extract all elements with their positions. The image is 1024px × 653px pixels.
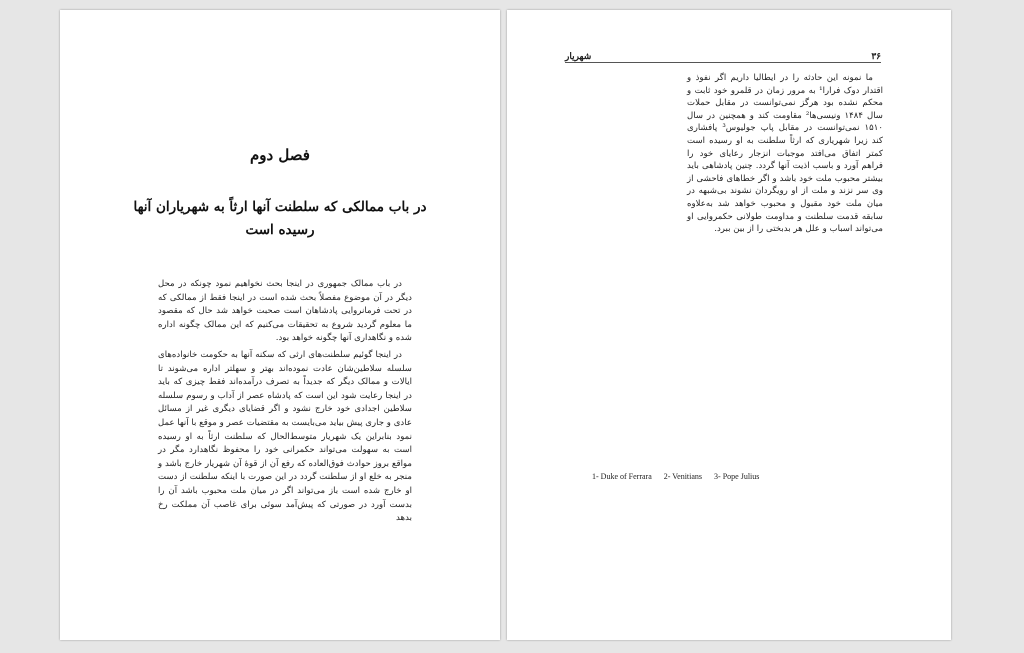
header-title: شهریار xyxy=(565,52,592,62)
footnotes xyxy=(592,472,769,481)
right-page xyxy=(507,10,951,640)
paragraph: در باب ممالک جمهوری در اینجا بحث نخواهیم نمود چونکه در محل دیگر در آن موضوع مفصلاً بحث شده است در اینجا فقط از ممالکی که در تحت فرمانروایی پادشاهان است صحبت خواهد شد حال که مقصود ما معلوم گردید شروع به تحقیقات می‌کنیم که این ممالک چگونه اداره شده و نگاهداری آنها چگونه خواهد بود. xyxy=(158,279,412,344)
page-number: ۳۶ xyxy=(871,52,881,62)
paragraph: ما نمونه این حادثه را در ایطالیا داریم اگر نفوذ و اقتدار دوک فرارا¹ به مرور زمان در قلمرو خود ثابت و محکم نشده بود هرگز نمی‌توانست در مقابل حملات سال ۱۴۸۴ ونیسی‌ها² مقاومت کند و همچنین در سال ۱۵۱۰ نمی‌توانست در مقابل پاپ جولیوس³ پافشاری کند زیرا شهریاری که ارثاً سلطنت به او رسیده است کمتر اتفاق می‌افتد موجبات انزجار رعایای خود را فراهم آورد و باسب اذیت آنها گردد. چنین پادشاهی باید بیشتر محبوب ملت خود باشد و اگر خطاهای فاحشی از وی سر نزند و ملت از او رویگردان نشوند بی‌شبهه در میان ملت خود مقبول و محبوب خواهد شد به‌علاوه سابقه قدمت سلطنت و مداومت طولانی حکمروایی او می‌تواند اسباب و علل هر بدبختی را از بین ببرد. xyxy=(687,73,884,235)
footnote: 3- Pope Julius xyxy=(714,472,760,481)
right-body-text xyxy=(687,72,883,236)
section-title: در باب ممالکی که سلطنت آنها ارثاً به شهریاران آنها رسیده است xyxy=(133,199,427,238)
chapter-title: فصل دوم xyxy=(250,146,310,164)
footnote: 2- Venitians xyxy=(663,472,703,481)
left-body-text xyxy=(158,278,412,526)
running-header xyxy=(565,48,881,63)
left-page xyxy=(60,10,500,640)
paragraph: در اینجا گوئیم سلطنت‌های ارثی که سکنه آنها به حکومت خانواده‌های سلسله سلاطین‌شان عادت نموده‌اند بهتر و سهلتر اداره می‌شوند تا ایالات و ممالک دیگر که جدیداً به تصرف درآمده‌اند فقط چیزی که باید در اینجا رعایت شود این است که پادشاه عصر از آداب و رسوم سلسله سلاطین اجدادی خود خارج نشود و اگر قضایای دیگری غیر از مسائل عادی و جاری پیش بیاید می‌بایست به مقتضیات عصر و موقع با آنها عمل نمود بنابراین یک شهریار متوسط‌الحال که سلطنت ارثاً به او رسیده است به سهولت می‌تواند حکمرانی خود را محفوظ نگاهدارد مگر در مواقع بروز حوادث فوق‌العاده که رفع آن از قوهٔ آن شهریار خارج باشد و منجر به خلع او از سلطنت گردد در این صورت با اینکه سلطنت از دست او خارج شده است باز می‌تواند اگر در میان ملت محبوب باشد آن را بدست آورد در صورتی که پیش‌آمد سوئی برای غاصب آن مملکت رخ بدهد xyxy=(158,349,412,524)
footnote: 1- Duke of Ferrara xyxy=(592,472,652,481)
